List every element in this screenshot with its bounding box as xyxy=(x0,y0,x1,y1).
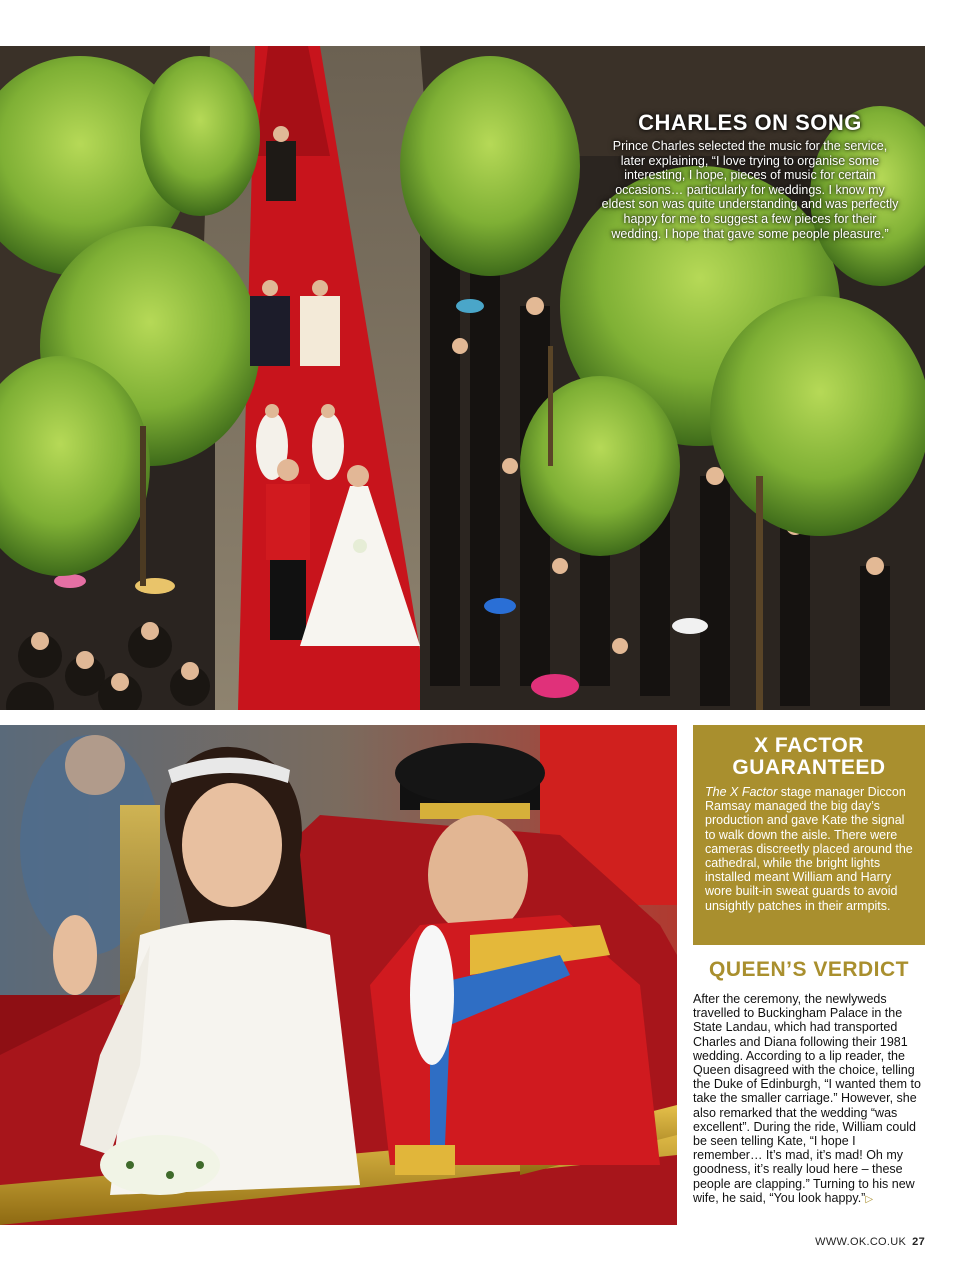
queens-verdict-text: After the ceremony, the newlyweds travelled to Buckingham Palace in the State Landau, which had transported Charles and Diana following their 1981 wedding. According to a lip reader, the Queen disagreed with the choice, telling the Duke of Edinburgh, “I wanted them to take the smaller carriage.” However, she also remarked that the wedding “was excellent”. During the ride, William could be seen telling Kate, “I hope I remember… It’s mad, it’s mad! Oh my goodness, it’s really loud here – these people are clapping.” Turning to his new wife, he said, “You look happy.” xyxy=(693,992,921,1205)
charles-title: CHARLES ON SONG xyxy=(638,110,862,135)
x-factor-title xyxy=(705,735,913,779)
queens-verdict-body xyxy=(693,992,925,1207)
carriage-photo xyxy=(0,725,677,1225)
continue-arrow-icon: ▷ xyxy=(865,1193,874,1205)
x-factor-body xyxy=(705,785,913,913)
page-number: 27 xyxy=(912,1236,925,1248)
carriage-illustration xyxy=(0,725,677,1225)
abbey-procession-photo xyxy=(0,46,925,710)
page-footer xyxy=(760,1236,925,1248)
x-factor-title-line1: X FACTOR xyxy=(754,734,864,757)
queens-verdict-title: QUEEN’S VERDICT xyxy=(708,958,910,981)
charles-body: Prince Charles selected the music for the service, later explaining, “I love trying to organise some interesting, I hope, pieces of music for certain occasions… particularly for weddings. I know my eldest son was quite understanding and was perfectly happy for me to suggest a few pieces for their wedding. I hope that gave some people pleasure.” xyxy=(601,139,899,241)
x-factor-show-name: The X Factor xyxy=(705,785,778,799)
x-factor-body-text: stage manager Diccon Ramsay managed the big day’s production and gave Kate the signal to walk down the aisle. There were cameras discreetly placed around the cathedral, while the bright lights installed meant William and Harry wore built-in sweat guards to avoid unsightly patches in their armpits. xyxy=(705,785,913,913)
x-factor-sidebar xyxy=(693,725,925,945)
charles-on-song-caption xyxy=(600,110,900,241)
x-factor-title-line2: GUARANTEED xyxy=(732,756,886,779)
website-url: WWW.OK.CO.UK xyxy=(815,1236,907,1248)
